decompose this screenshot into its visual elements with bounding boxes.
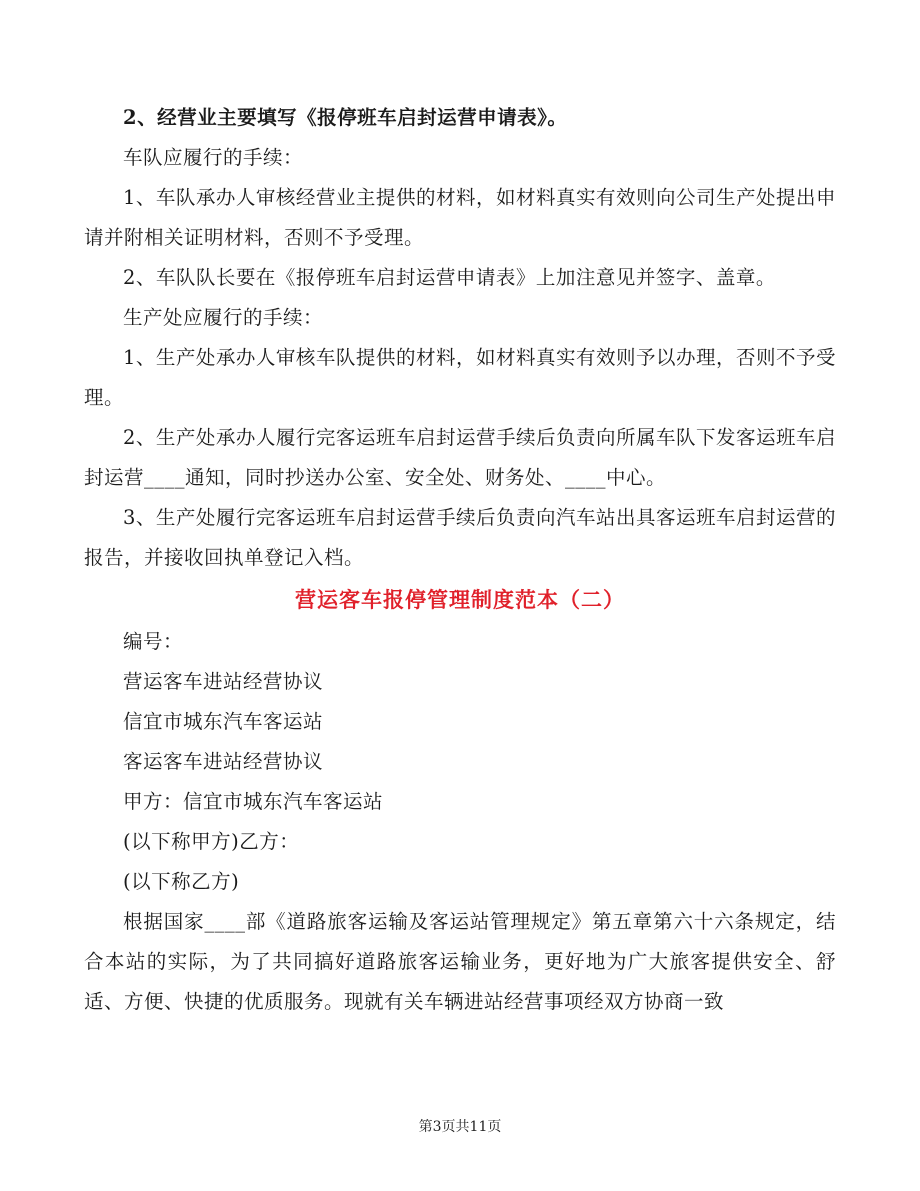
paragraph-party-b-note: (以下称乙方)	[123, 870, 240, 893]
paragraph-agreement-basis: 根据国家____部《道路旅客运输及客运站管理规定》第五章第六十六条规定，结合本站的实际，为了共同搞好道路旅客运输业务，更好地为广大旅客提供安全、舒适、方便、快捷的优质服务。现就有关车辆进站经营事项经双方协商一致	[84, 910, 836, 1013]
paragraph-production-report: 3、生产处履行完客运班车启封运营手续后负责向汽车站出具客运班车启封运营的报告，并接收回执单登记入档。	[84, 506, 836, 569]
paragraph-owner-fill-form: 2、经营业主要填写《报停班车启封运营申请表》。	[123, 106, 568, 129]
paragraph-fleet-review: 1、车队承办人审核经营业主提供的材料，如材料真实有效则向公司生产处提出申请并附相关证明材料，否则不予受理。	[84, 186, 836, 249]
paragraph-fleet-captain-sign: 2、车队队长要在《报停班车启封运营申请表》上加注意见并签字、盖章。	[123, 266, 776, 289]
paragraph-station-name: 信宜市城东汽车客运站	[123, 710, 324, 733]
paragraph-party-a: 甲方：信宜市城东汽车客运站	[123, 790, 384, 813]
paragraph-party-b: (以下称甲方)乙方：	[123, 830, 300, 853]
paragraph-fleet-procedures-heading: 车队应履行的手续：	[123, 146, 304, 169]
page-content	[84, 98, 836, 1022]
paragraph-agreement-subtitle: 客运客车进站经营协议	[123, 750, 324, 773]
paragraph-agreement-title: 营运客车进站经营协议	[123, 670, 324, 693]
paragraph-production-procedures-heading: 生产处应履行的手续：	[123, 306, 324, 329]
paragraph-number-label: 编号：	[123, 630, 184, 653]
paragraph-production-notice: 2、生产处承办人履行完客运班车启封运营手续后负责向所属车队下发客运班车启封运营____通知，同时抄送办公室、安全处、财务处、____中心。	[84, 426, 836, 489]
section-title: 营运客车报停管理制度范本（二）	[295, 587, 625, 612]
page-number-footer: 第3页共11页	[418, 1119, 502, 1135]
paragraph-production-review: 1、生产处承办人审核车队提供的材料，如材料真实有效则予以办理，否则不予受理。	[84, 346, 836, 409]
